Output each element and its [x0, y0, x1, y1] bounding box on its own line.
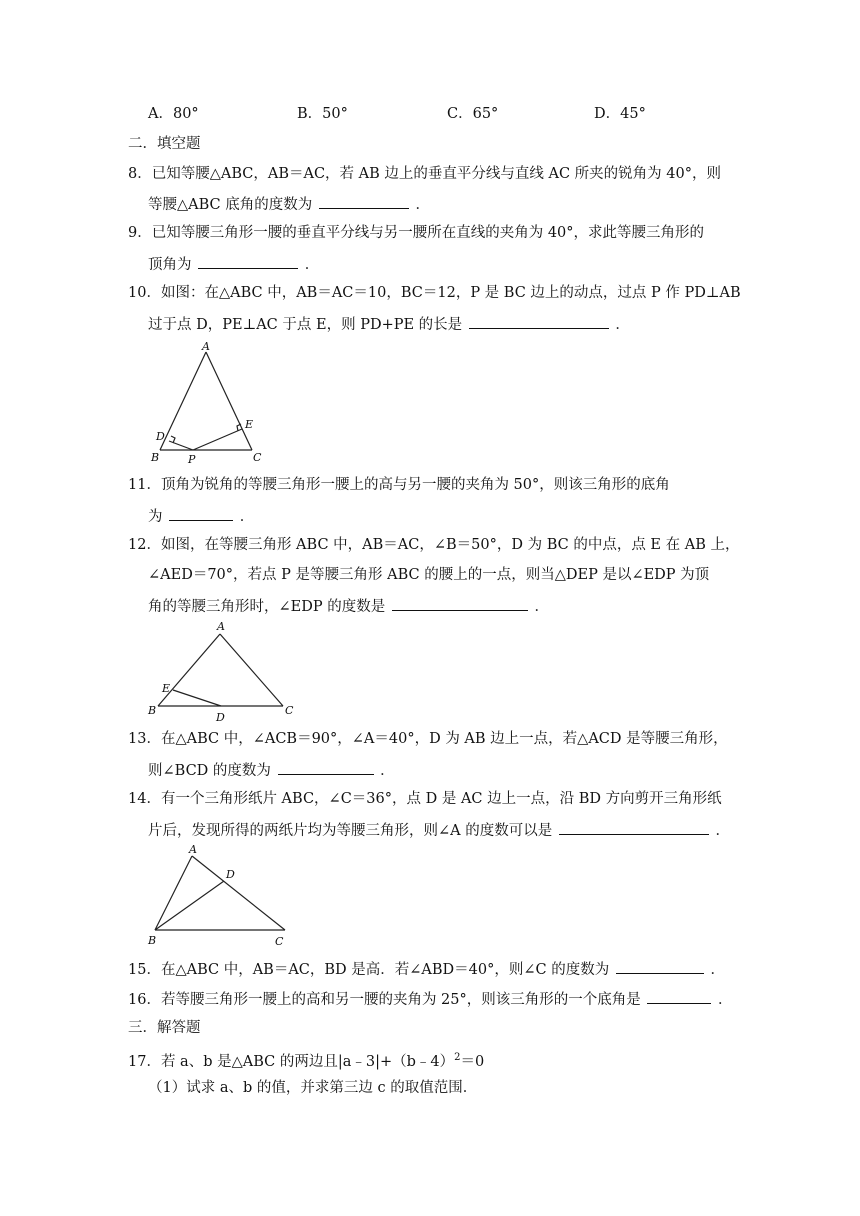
question-13-line-1: 13．在△ABC 中，∠ACB＝90°，∠A＝40°，D 为 AB 边上一点，若△ACD 是等腰三角形，: [128, 731, 728, 747]
answer-blank-16[interactable]: [647, 988, 711, 1004]
question-17-end: ＝0: [460, 1053, 485, 1070]
question-14-line-1: 14．有一个三角形纸片 ABC，∠C＝36°，点 D 是 AC 边上一点，沿 BD 方向剪开三角形纸: [128, 791, 722, 807]
question-8-end: ．: [415, 197, 430, 213]
question-11-text: 为: [148, 509, 163, 525]
segment-pd: [169, 441, 193, 450]
question-10-line-2: [148, 313, 630, 335]
question-15-line: [128, 958, 725, 980]
question-13-end: ．: [380, 763, 395, 779]
option-b: B．50°: [297, 106, 348, 122]
question-8-text: 等腰△ABC 底角的度数为: [148, 197, 313, 213]
label-a: A: [202, 340, 210, 353]
segment-ac: [206, 352, 252, 450]
segment-bd: [155, 881, 224, 930]
answer-blank-13[interactable]: [278, 759, 374, 775]
question-14-end: ．: [715, 823, 730, 839]
question-12-line-2: ∠AED＝70°，若点 P 是等腰三角形 ABC 的腰上的一点，则当△DEP 是以∠EDP 为顶: [148, 567, 710, 583]
option-c: C．65°: [447, 106, 499, 122]
question-9-end: ．: [304, 257, 320, 273]
section-title-solutions: 三．解答题: [128, 1020, 201, 1036]
answer-blank-9[interactable]: [198, 253, 298, 269]
question-17-part-1: （1）试求 a、b 的值，并求第三边 c 的取值范围．: [148, 1080, 478, 1096]
question-8-line-1: 8．已知等腰△ABC，AB＝AC，若 AB 边上的垂直平分线与直线 AC 所夹的锐角为 40°，则: [128, 166, 721, 182]
question-13-text: 则∠BCD 的度数为: [148, 763, 271, 779]
option-d: D．45°: [594, 106, 646, 122]
label-d: D: [226, 868, 235, 881]
answer-blank-12[interactable]: [392, 595, 528, 611]
answer-blank-10[interactable]: [469, 313, 609, 329]
option-a: A．80°: [148, 106, 199, 122]
label-d: D: [156, 430, 165, 443]
question-9-line-1: 9．已知等腰三角形一腰的垂直平分线与另一腰所在直线的夹角为 40°，求此等腰三角形的: [128, 225, 705, 241]
question-11-line-1: 11．顶角为锐角的等腰三角形一腰上的高与另一腰的夹角为 50°，则该三角形的底角: [128, 477, 670, 493]
label-c: C: [275, 935, 284, 948]
label-p: P: [188, 453, 196, 466]
label-b: B: [148, 934, 157, 947]
answer-blank-14[interactable]: [559, 819, 709, 835]
question-12-line-1: 12．如图，在等腰三角形 ABC 中，AB＝AC，∠B＝50°，D 为 BC 的中点，点 E 在 AB 上，: [128, 537, 740, 553]
figure-question-12: [145, 620, 305, 725]
segment-ac: [192, 856, 285, 930]
question-16-end: ．: [717, 992, 733, 1008]
question-8-line-2: [148, 193, 430, 215]
question-17-exponent: 2: [454, 1052, 461, 1063]
label-e: E: [162, 682, 171, 695]
question-12-line-3: [148, 595, 549, 617]
question-17-line-1: [128, 1048, 484, 1072]
question-9-line-2: [148, 253, 319, 275]
label-a: A: [189, 843, 197, 856]
label-c: C: [253, 451, 262, 464]
question-15-text: 15．在△ABC 中，AB＝AC，BD 是高．若∠ABD＝40°，则∠C 的度数为: [128, 962, 610, 978]
question-9-text: 顶角为: [148, 257, 192, 273]
segment-ac: [220, 634, 283, 706]
question-12-end: ．: [534, 599, 549, 615]
question-10-end: ．: [615, 317, 630, 333]
label-e: E: [245, 418, 254, 431]
segment-ab: [155, 856, 192, 930]
question-14-text: 片后，发现所得的两纸片均为等腰三角形，则∠A 的度数可以是: [148, 823, 553, 839]
figure-question-10: [148, 340, 268, 465]
segment-pe: [193, 429, 242, 450]
segment-ed: [173, 690, 221, 706]
figure-question-14: [145, 840, 305, 950]
question-16-line: [128, 988, 732, 1010]
label-b: B: [151, 451, 160, 464]
answer-blank-8[interactable]: [319, 193, 409, 209]
segment-ab: [160, 352, 206, 450]
section-title-fill-in: 二．填空题: [128, 136, 201, 152]
question-13-line-2: [148, 759, 395, 781]
answer-blank-15[interactable]: [616, 958, 704, 974]
question-11-line-2: [148, 505, 254, 527]
question-10-text: 过于点 D，PE⊥AC 于点 E，则 PD+PE 的长是: [148, 317, 463, 333]
question-10-line-1: 10．如图：在△ABC 中，AB＝AC＝10，BC＝12，P 是 BC 边上的动点，过点 P 作 PD⊥AB: [128, 285, 741, 301]
answer-blank-11[interactable]: [169, 505, 233, 521]
question-16-text: 16．若等腰三角形一腰上的高和另一腰的夹角为 25°，则该三角形的一个底角是: [128, 992, 641, 1008]
question-15-end: ．: [710, 962, 725, 978]
label-d: D: [216, 711, 225, 724]
question-14-line-2: [148, 819, 730, 841]
question-17-text: 17．若 a、b 是△ABC 的两边且|a﹣3|+（b﹣4）: [128, 1053, 455, 1070]
label-a: A: [217, 620, 225, 633]
label-b: B: [148, 704, 157, 717]
label-c: C: [285, 704, 294, 717]
question-12-text: 角的等腰三角形时，∠EDP 的度数是: [148, 599, 386, 615]
question-11-end: ．: [239, 509, 255, 525]
